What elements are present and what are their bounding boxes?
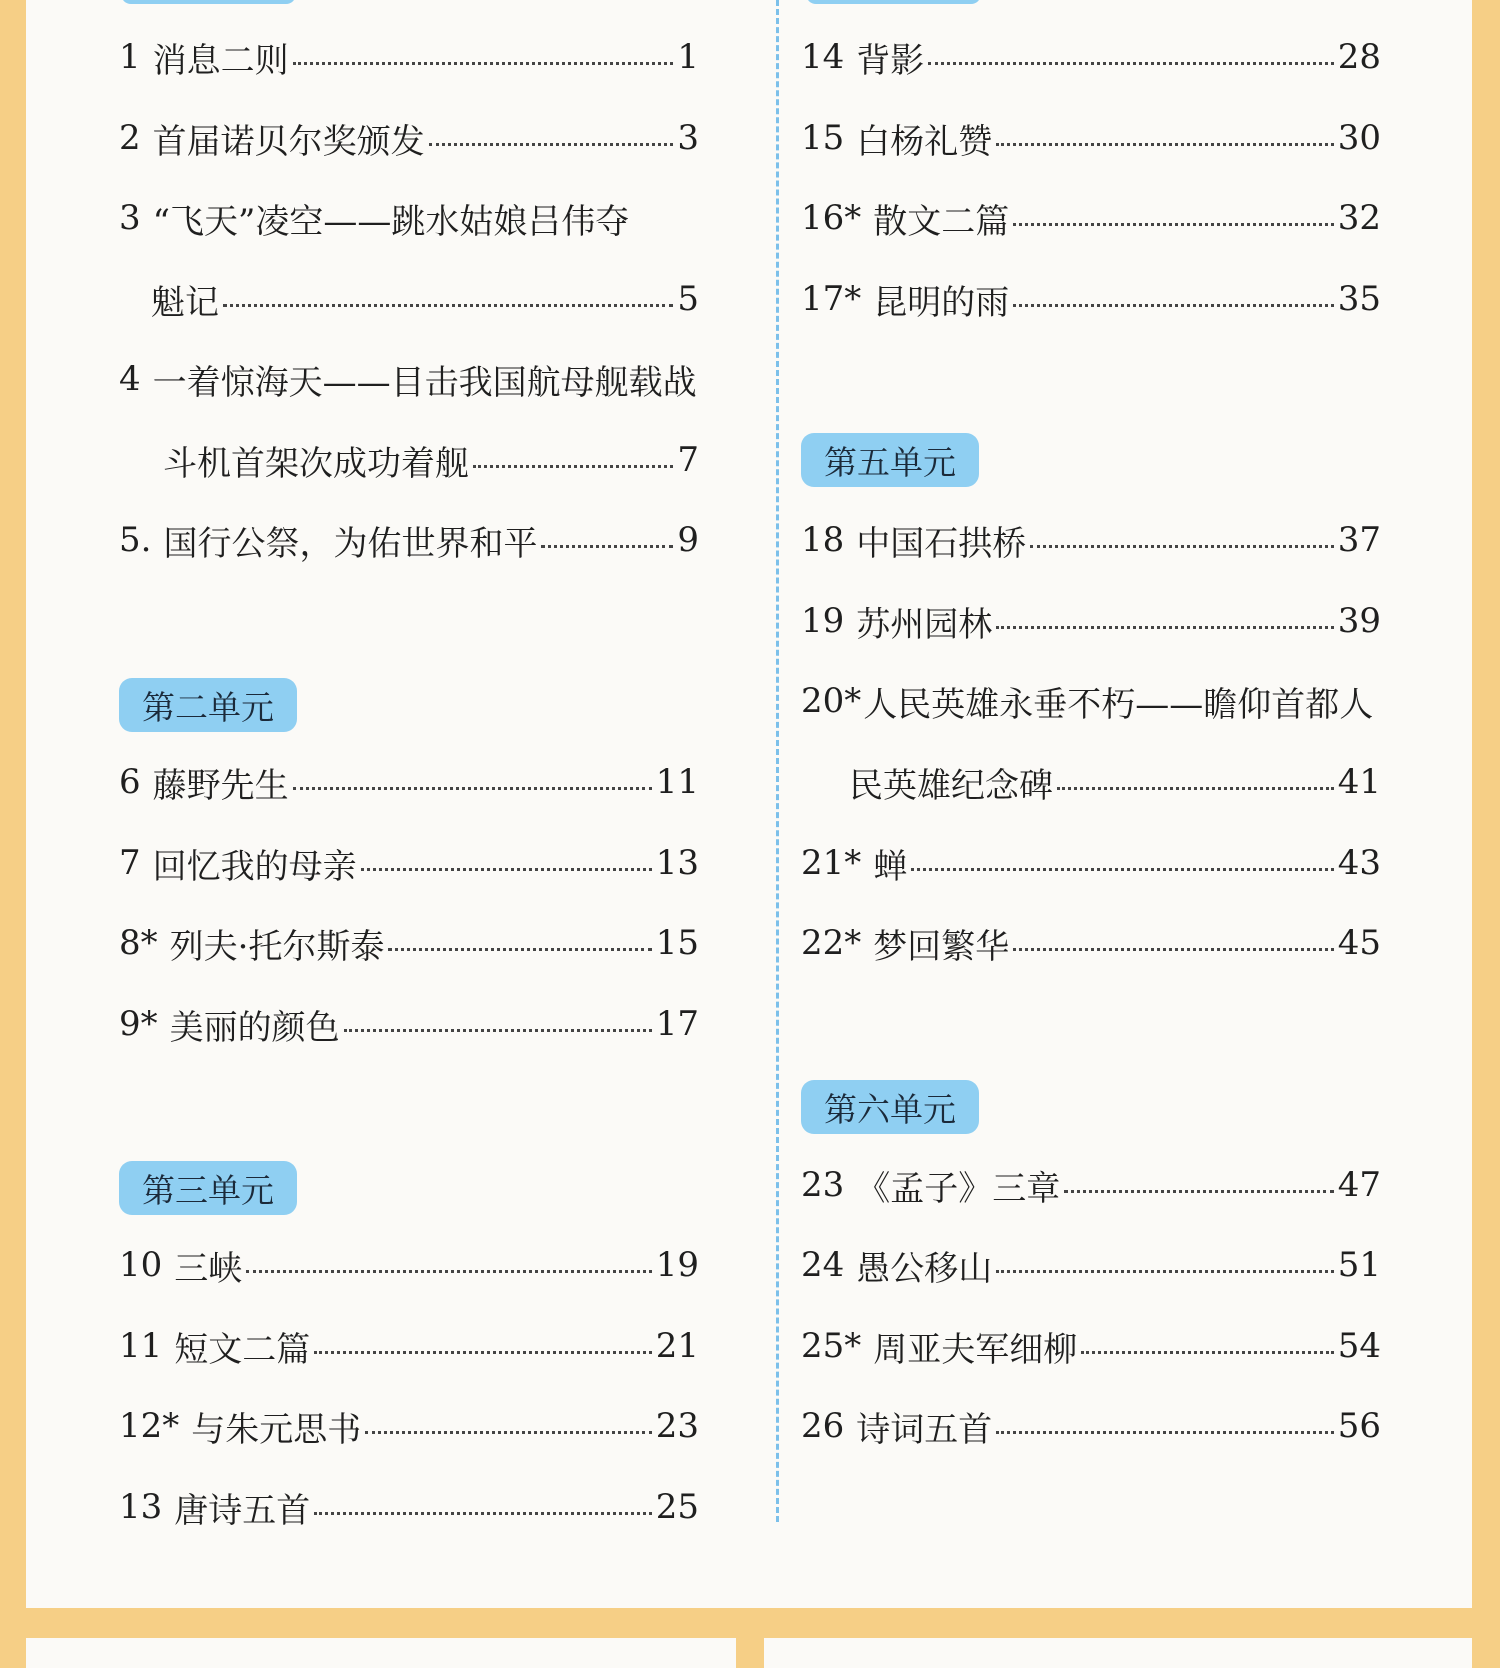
- toc-entry[interactable]: 14 背影 28: [801, 37, 1381, 81]
- toc-entry[interactable]: 9* 美丽的颜色 17: [119, 1004, 699, 1048]
- leader-dots: [996, 1270, 1333, 1273]
- toc-entry[interactable]: 20* 人民英雄永垂不朽——瞻仰首都人: [801, 681, 1374, 725]
- leader-dots: [1064, 1190, 1333, 1193]
- toc-entry[interactable]: 5. 国行公祭，为佑世界和平 9: [119, 520, 699, 564]
- next-panel-left: [26, 1638, 736, 1668]
- toc-entry[interactable]: 16* 散文二篇 32: [801, 198, 1381, 242]
- toc-entry[interactable]: 17* 昆明的雨 35: [801, 279, 1381, 323]
- toc-entry[interactable]: 21* 蝉 43: [801, 843, 1381, 887]
- leader-dots: [541, 545, 673, 548]
- toc-entry[interactable]: 13 唐诗五首 25: [119, 1487, 699, 1531]
- toc-entry[interactable]: 4 一着惊海天——目击我国航母舰载战: [119, 359, 697, 403]
- leader-dots: [1013, 304, 1333, 307]
- leader-dots: [1081, 1351, 1333, 1354]
- leader-dots: [1013, 223, 1333, 226]
- next-panel-right: [764, 1638, 1472, 1668]
- leader-dots: [314, 1512, 651, 1515]
- toc-entry[interactable]: 6 藤野先生 11: [119, 762, 699, 806]
- toc-entry-continuation[interactable]: 民英雄纪念碑 41: [849, 762, 1381, 806]
- toc-entry[interactable]: 11 短文二篇 21: [119, 1326, 699, 1370]
- leader-dots: [473, 465, 673, 468]
- unit-badge: 第二单元: [119, 678, 297, 732]
- leader-dots: [996, 626, 1333, 629]
- leader-dots: [911, 868, 1333, 871]
- leader-dots: [293, 787, 652, 790]
- unit-badge: 第六单元: [801, 1080, 979, 1134]
- column-divider: [776, 0, 779, 1522]
- toc-entry[interactable]: 7 回忆我的母亲 13: [119, 843, 699, 887]
- toc-panel: [26, 0, 1472, 1608]
- toc-entry[interactable]: 12* 与朱元思书 23: [119, 1406, 699, 1450]
- leader-dots: [361, 868, 652, 871]
- leader-dots: [928, 62, 1333, 65]
- leader-dots: [996, 143, 1333, 146]
- toc-entry[interactable]: 24 愚公移山 51: [801, 1245, 1381, 1289]
- toc-entry[interactable]: 22* 梦回繁华 45: [801, 923, 1381, 967]
- leader-dots: [996, 1431, 1333, 1434]
- leader-dots: [344, 1029, 652, 1032]
- leader-dots: [1030, 545, 1333, 548]
- leader-dots: [365, 1431, 651, 1434]
- leader-dots: [1057, 787, 1334, 790]
- leader-dots: [388, 948, 651, 951]
- leader-dots: [223, 304, 673, 307]
- toc-entry[interactable]: 25* 周亚夫军细柳 54: [801, 1326, 1381, 1370]
- unit-badge: 第五单元: [801, 433, 979, 487]
- leader-dots: [429, 143, 674, 146]
- toc-entry-continuation[interactable]: 斗机首架次成功着舰 7: [163, 440, 699, 484]
- leader-dots: [246, 1270, 651, 1273]
- leader-dots: [314, 1351, 651, 1354]
- leader-dots: [1013, 948, 1333, 951]
- toc-entry[interactable]: 26 诗词五首 56: [801, 1406, 1381, 1450]
- toc-entry-continuation[interactable]: 魁记 5: [151, 279, 699, 323]
- toc-entry[interactable]: 2 首届诺贝尔奖颁发 3: [119, 118, 699, 162]
- unit-badge: 第三单元: [119, 1161, 297, 1215]
- toc-right-column: [801, 0, 1381, 1600]
- toc-entry[interactable]: 3 “飞天”凌空——跳水姑娘吕伟夺: [119, 198, 630, 242]
- leader-dots: [293, 62, 674, 65]
- toc-entry[interactable]: 15 白杨礼赞 30: [801, 118, 1381, 162]
- toc-entry[interactable]: 1 消息二则 1: [119, 37, 699, 81]
- toc-left-column: [119, 0, 699, 1600]
- toc-entry[interactable]: 18 中国石拱桥 37: [801, 520, 1381, 564]
- toc-entry[interactable]: 19 苏州园林 39: [801, 601, 1381, 645]
- toc-entry[interactable]: 23 《孟子》三章 47: [801, 1165, 1381, 1209]
- toc-entry[interactable]: 8* 列夫·托尔斯泰 15: [119, 923, 699, 967]
- toc-entry[interactable]: 10 三峡 19: [119, 1245, 699, 1289]
